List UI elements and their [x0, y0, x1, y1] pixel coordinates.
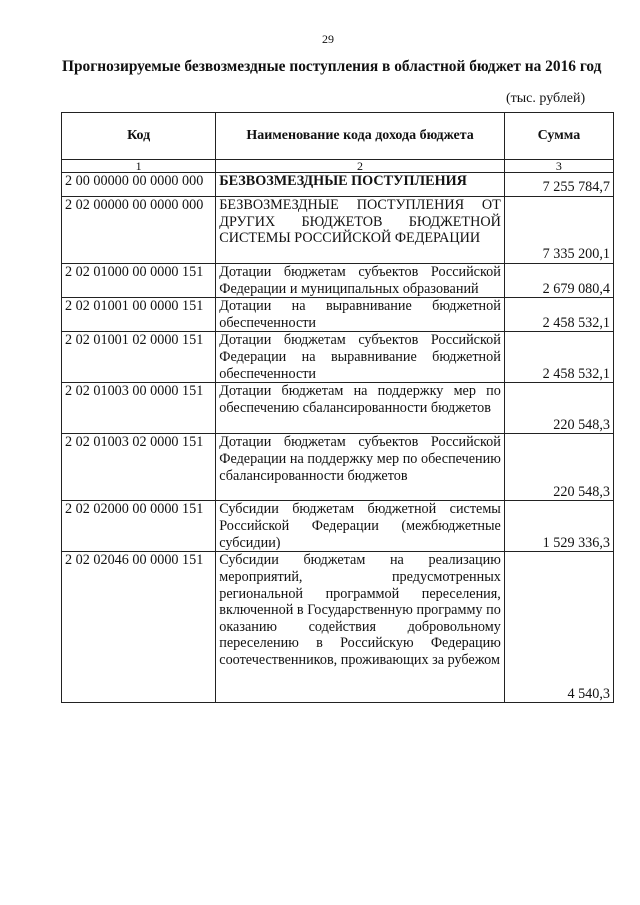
row-sum: 2 458 532,1: [504, 332, 613, 383]
row-code: 2 02 01001 02 0000 151: [62, 332, 216, 383]
header-name: Наименование кода дохода бюджета: [216, 113, 505, 160]
row-code: 2 02 01000 00 0000 151: [62, 264, 216, 298]
document-title: Прогнозируемые безвозмездные поступления в областной бюджет на 2016 год: [62, 58, 602, 75]
table-row: [62, 552, 614, 703]
row-code: 2 02 00000 00 0000 000: [62, 197, 216, 264]
column-number: 3: [504, 160, 613, 173]
row-name: Субсидии бюджетам на реализацию мероприятий, предусмотренных региональной программой переселения, включенной в Государственную программу по оказанию содействия добровольному переселению в Российскую Федерацию соотечественников, проживающих за рубежом: [216, 552, 505, 703]
column-number-row: [62, 160, 614, 173]
table-row: [62, 501, 614, 552]
row-name: Дотации бюджетам субъектов Российской Федерации на поддержку мер по обеспечению сбалансированности бюджетов: [216, 434, 505, 501]
table-row: [62, 298, 614, 332]
table-row: [62, 434, 614, 501]
table-row: [62, 332, 614, 383]
row-sum: 220 548,3: [504, 383, 613, 434]
row-name: Дотации бюджетам на поддержку мер по обеспечению сбалансированности бюджетов: [216, 383, 505, 434]
row-sum: 4 540,3: [504, 552, 613, 703]
row-sum: 7 255 784,7: [504, 173, 613, 197]
header-sum: Сумма: [504, 113, 613, 160]
row-sum: 220 548,3: [504, 434, 613, 501]
row-name: Субсидии бюджетам бюджетной системы Российской Федерации (межбюджетные субсидии): [216, 501, 505, 552]
row-name: БЕЗВОЗМЕЗДНЫЕ ПОСТУПЛЕНИЯ: [216, 173, 505, 197]
header-code: Код: [62, 113, 216, 160]
units-label: (тыс. рублей): [506, 91, 586, 106]
row-sum: 7 335 200,1: [504, 197, 613, 264]
row-sum: 2 679 080,4: [504, 264, 613, 298]
row-code: 2 02 01003 00 0000 151: [62, 383, 216, 434]
row-code: 2 02 02000 00 0000 151: [62, 501, 216, 552]
row-name: Дотации на выравнивание бюджетной обеспеченности: [216, 298, 505, 332]
table-row: [62, 197, 614, 264]
budget-revenue-table: [61, 112, 614, 703]
row-code: 2 02 01001 00 0000 151: [62, 298, 216, 332]
table-row: [62, 264, 614, 298]
row-name: Дотации бюджетам субъектов Российской Федерации на выравнивание бюджетной обеспеченности: [216, 332, 505, 383]
column-number: 1: [62, 160, 216, 173]
table-row: [62, 173, 614, 197]
row-name: Дотации бюджетам субъектов Российской Федерации и муниципальных образований: [216, 264, 505, 298]
column-number: 2: [216, 160, 505, 173]
page-number: 29: [322, 32, 334, 46]
table-header-row: [62, 113, 614, 160]
row-code: 2 00 00000 00 0000 000: [62, 173, 216, 197]
table-row: [62, 383, 614, 434]
row-sum: 2 458 532,1: [504, 298, 613, 332]
row-name: БЕЗВОЗМЕЗДНЫЕ ПОСТУПЛЕНИЯ ОТ ДРУГИХ БЮДЖЕТОВ БЮДЖЕТНОЙ СИСТЕМЫ РОССИЙСКОЙ ФЕДЕРАЦИИ: [216, 197, 505, 264]
row-code: 2 02 01003 02 0000 151: [62, 434, 216, 501]
row-code: 2 02 02046 00 0000 151: [62, 552, 216, 703]
row-sum: 1 529 336,3: [504, 501, 613, 552]
